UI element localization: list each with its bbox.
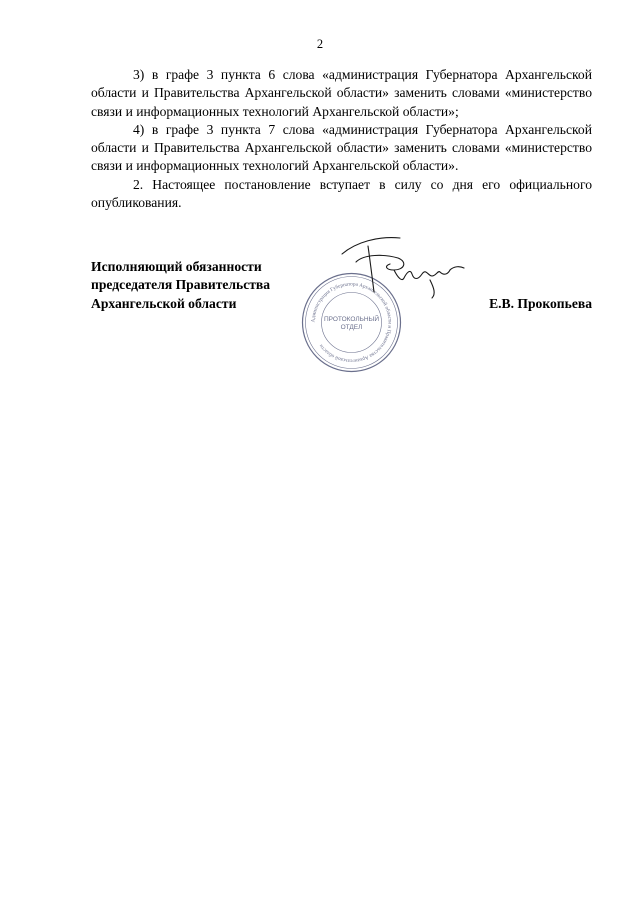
page-number: 2: [316, 37, 324, 51]
signatory-title-line: председателя Правительства: [91, 277, 271, 293]
document-body: [91, 66, 592, 212]
stamp-center-text-2: ОТДЕЛ: [340, 324, 363, 331]
stamp-center-text-1: ПРОТОКОЛЬНЫЙ: [323, 316, 380, 323]
signatory-title-line: Архангельской области: [91, 295, 237, 311]
stamp-ring-text: Администрация Губернатора Архангельской области и Правительства Архангельской области: [310, 281, 393, 364]
signatory-name: Е.В. Прокопьева: [489, 295, 592, 311]
paragraph-effective-date: 2. Настоящее постановление вступает в силу со дня его официального опубликования.: [91, 176, 592, 211]
paragraph-item-3: 3) в графе 3 пункта 6 слова «администрация Губернатора Архангельской области и Правительства Архангельской области» заменить словами «министерство связи и информационных технологий Архангельской области»;: [91, 67, 592, 119]
signatory-title-line: Исполняющий обязанности: [91, 259, 262, 274]
paragraph-item-4: 4) в графе 3 пункта 7 слова «администрация Губернатора Архангельской области и Правительства Архангельской области» заменить словами «министерство связи и информационных технологий Архангельской области».: [91, 121, 592, 174]
handwritten-signature: [338, 232, 476, 304]
